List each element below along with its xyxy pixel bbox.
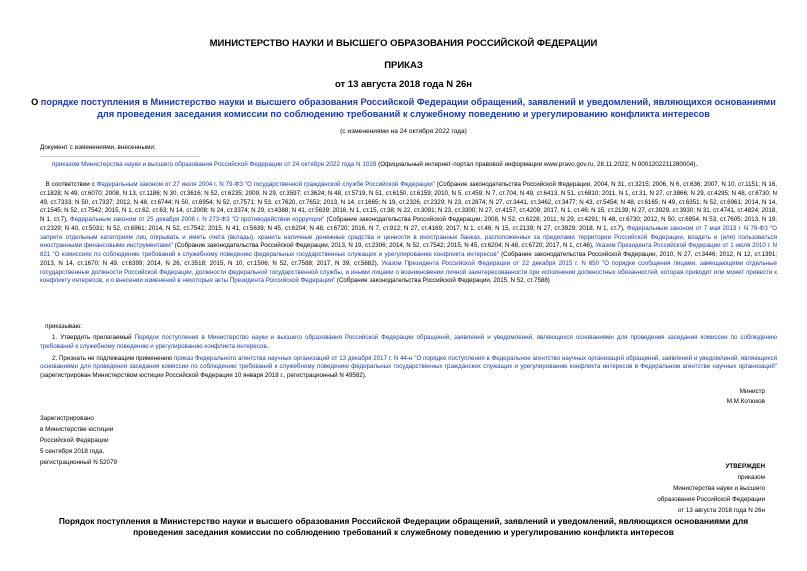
registration-line: регистрационный N 52079 bbox=[40, 459, 118, 466]
item-text: 2. Признать не подлежащим применению bbox=[52, 354, 174, 362]
order-title bbox=[30, 96, 777, 120]
edits-note: (с изменениями на 24 октября 2022 года) bbox=[340, 128, 467, 135]
procedure-link[interactable]: Порядок поступления в Министерство науки и высшего образования Российской Федерации обращений, заявлений и уведомлений, являющихся основаниями для проведения заседания комиссии по соблюдению требований к служебному поведению и урегулированию конфликта интересов bbox=[40, 334, 777, 350]
order-items bbox=[40, 334, 777, 384]
approval-heading: УТВЕРЖДЕН bbox=[725, 463, 765, 470]
fano-order-link[interactable]: приказ Федерального агентства научных организаций от 13 декабря 2017 г. N 44-н "О порядке поступления в Федеральное агентство научных организаций обращений, заявлений и уведомлений, являющихся основаниями для проведения заседания комиссии по соблюдению требований к служебному поведению федеральных государственных гражданских служащих и урегулированию конфликта интересов в Федеральном агентстве научных организаций" bbox=[40, 354, 778, 371]
approval-line: от 13 августа 2018 года N 26н bbox=[677, 507, 765, 514]
amendments-block bbox=[40, 144, 777, 169]
registration-block bbox=[40, 413, 240, 468]
amendment-source: (Официальный интернет-портал правовой информации www.pravo.gov.ru, 28.11.2022, N 0001202211280004). bbox=[376, 160, 698, 168]
amendments-item bbox=[40, 161, 777, 170]
preamble-paragraph bbox=[40, 181, 777, 286]
law-79fz-2013-link[interactable]: Федеральным законом от 7 мая 2013 г. N 79-ФЗ "О запрете отдельным категориям лиц открывать и иметь счета (вклады), хранить наличные денежные средства и ценности в иностранных банках, расположенных за пределами территории Российской Федерации, владеть и (или) пользоваться иностранными финансовыми инструментами" bbox=[40, 224, 777, 250]
order-title-prefix: О bbox=[31, 97, 41, 107]
item-text: . bbox=[266, 342, 269, 350]
order-date: от 13 августа 2018 года N 26н bbox=[334, 79, 473, 90]
order-item-1 bbox=[40, 334, 777, 352]
order-title-link[interactable]: порядке поступления в Министерство науки и высшего образования Российской Федерации обращений, заявлений и уведомлений, являющихся основаниями для проведения заседания комиссии по соблюдению требований к служебному поведению и урегулированию конфликта интересов bbox=[40, 97, 776, 119]
preamble-text: (Собрание законодательства Российской Федерации, 2004, N 31, ст.3215; 2006, N 6, ст.636; 2007, N 10, ст.1151; N 16, ст.1828; N 49, ст.6070; 2008, N 13, ст.1186; N 30, ст.3616; N 52, ст.6235; 2009, N 29, ст.3597; ст.3624; N 48, ст.5719, N 51, ст.6150, ст.6159; 2010, N 5, ст.459; N 7, ст.704, N 49, ст.6413, N 51, ст.6810; 2011, N 1, ст.31, N 27, ст.3866; N 29, ст.4295; N 48, ст.6730; N 49, ст.7333; N 50, ст.7337; 2012, N 48, ст.6744; N 50, ст.6954; N 52, ст.7571; N 53, ст.7620, ст.7652; 2013, N 14, ст.1665; N 19, ст.2326, ст.2329; N 23, ст.2874; N 27, ст.3441, ст.3462, ст.3477; N 43, ст.5454; N 48, ст.6165; N 49, ст.6351; N 52, ст.6961; 2014, N 14, ст.1545; N 52, ст.7542; 2015, N 1, ст.62, ст.63; N 14, ст.2008; N 24, ст.3374; N 29, ст.4388; N 41, ст.5639; 2016, N 1, ст.15, ст.38; N 22, ст.3091; N 23, ст.3300; N 27, ст.4157, ст.4209; 2017, N 1, ст.46; N 15, ст.2139; N 27, ст.3929, ст.3930; N 31, ст.4741, ст.4824; 2018, N 1, ст.7), bbox=[40, 181, 777, 223]
preamble-text: (Собрание законодательства Российской Федерации, 2015, N 52, ст.7588) bbox=[335, 277, 550, 285]
approval-line: образования Российской Федерации bbox=[657, 496, 765, 503]
registration-line: Российской Федерации bbox=[40, 437, 109, 444]
decree-650-link[interactable]: Указом Президента Российской Федерации от 22 декабря 2015 г. N 650 "О порядке сообщения лицами, замещающими отдельные государственные должности Российской Федерации, должности федеральной государственной службы, и иными лицами о возникновении личной заинтересованности при исполнении должностных обязанностей, которая приводит или может привести к конфликту интересов, и о внесении изменений в некоторые акты Президента Российской Федерации" bbox=[40, 259, 777, 285]
preamble-text: (Собрание законодательства Российской Федерации, 2008, N 52, ст.6228; 2011, N 29, ст.4291; N 48, ст.6730; 2012, N 50, ст.6954; N 53, ст.7605; 2013, N 19; ст.2329; N 40, ст.5031; N 52, ст.6961; 2014, N 52, ст.7542; 2015, N 41, ст.5639; N 45, ст.6204; N 48, ст.6720; 2016, N 7, ст.912; N 27, ст.4169; 2017, N 1, ст.46; N 15, ст.2139; N 27, ст.3929; 2018, N 1, ст.7), bbox=[40, 216, 777, 232]
decree-text: приказываю: bbox=[45, 323, 82, 330]
registration-line: 5 сентября 2018 года, bbox=[40, 448, 105, 455]
preamble-text: В соответствии с bbox=[45, 181, 97, 188]
approval-block bbox=[545, 461, 765, 516]
signature-name: М.М.Котюков bbox=[726, 398, 765, 405]
amendments-divider bbox=[40, 156, 200, 157]
approval-line: Министерства науки и высшего bbox=[673, 485, 765, 492]
amendment-link[interactable]: приказом Министерства науки и высшего образования Российской Федерации от 24 октября 2022 года N 1028 bbox=[52, 160, 377, 168]
amendments-intro: Документ с изменениями, внесенными: bbox=[40, 144, 156, 151]
decree-821-link[interactable]: Указом Президента Российской Федерации от 1 июля 2010 г. N 821 "О комиссиях по соблюдению требований к служебному поведению федеральных государственных служащих и урегулированию конфликта интересов" bbox=[40, 242, 777, 258]
decree-word bbox=[40, 323, 777, 332]
registration-line: Зарегистрировано bbox=[40, 415, 94, 422]
registration-line: в Министерстве юстиции bbox=[40, 426, 114, 433]
law-79fz-link[interactable]: Федеральным законом от 27 июля 2004 г. N 79-ФЗ "О государственной гражданской службе Российской Федерации" bbox=[96, 181, 435, 188]
procedure-title: Порядок поступления в Министерство науки и высшего образования Российской Федерации обращений, заявлений и уведомлений, являющихся основаниями для проведения заседания комиссии по соблюдению требований к служебному поведению и урегулированию конфликта интересов bbox=[58, 516, 749, 537]
preamble-text: (Собрание законодательства Российской Федерации, 2013, N 19, ст.2306; 2014, N 52, ст.7542; 2015, N 45, ст.6204; N 48, ст.6720; 2017, N 1, ст.46), bbox=[172, 242, 596, 250]
ministry-name: МИНИСТЕРСТВО НАУКИ И ВЫСШЕГО ОБРАЗОВАНИЯ РОССИЙСКОЙ ФЕДЕРАЦИИ bbox=[209, 38, 598, 49]
approval-line: приказом bbox=[737, 474, 765, 481]
law-273fz-link[interactable]: Федеральным законом от 25 декабря 2008 г. N 273-ФЗ "О противодействии коррупции" bbox=[69, 216, 325, 223]
item-text: 1. Утвердить прилагаемый bbox=[52, 334, 135, 341]
order-type: ПРИКАЗ bbox=[384, 60, 423, 71]
item-text: (зарегистрирован Министерством юстиции Российской Федерации 10 января 2018 г., регистрационный N 49582). bbox=[40, 372, 367, 379]
signature-title: Министр bbox=[739, 388, 765, 395]
order-item-2 bbox=[40, 355, 777, 381]
preamble-text: (Собрание законодательства Российской Федерации, 2010, N 27, ст.3446; 2012, N 12, ст.1391; 2013, N 14, ст.1670; N 49, ст.6399; 2014, N 26, ст.3518; 2015, N 10, ст.1506; N 52, ст.7588; 2017, N 39, ст.5682), bbox=[40, 251, 777, 267]
